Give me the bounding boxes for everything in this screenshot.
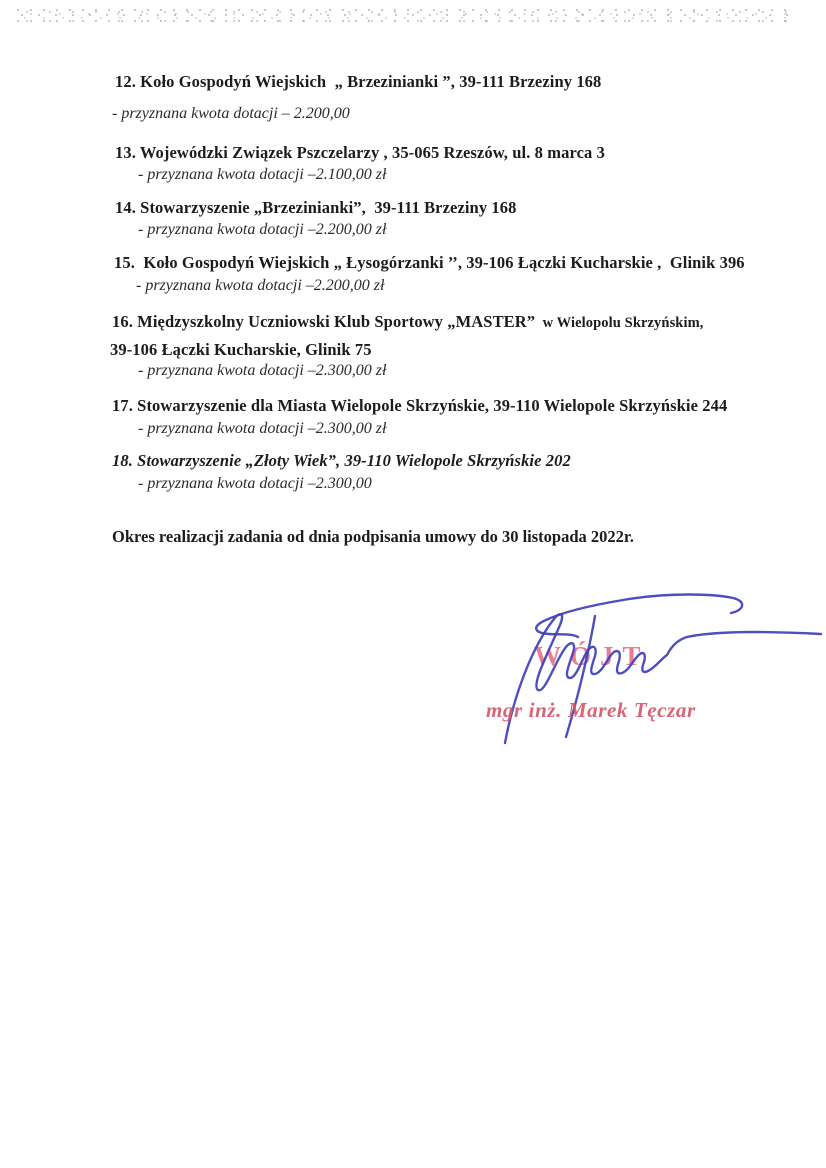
list-item-18-title	[112, 451, 571, 471]
item-number: 14.	[115, 198, 136, 217]
wojt-stamp-title: WÓJT	[534, 641, 650, 671]
list-item-15-title	[114, 253, 745, 273]
signer-name-stamp: mgr inż. Marek Tęczar	[486, 698, 696, 722]
period-note: Okres realizacji zadania od dnia podpisania umowy do 30 listopada 2022r.	[112, 527, 634, 546]
item-name-suffix: w Wielopolu Skrzyńskim,	[535, 315, 704, 331]
list-item-17-grant: - przyznana kwota dotacji –2.300,00 zł	[138, 420, 387, 437]
item-number: 12.	[115, 72, 136, 91]
handwritten-signature	[425, 585, 825, 755]
item-number: 16.	[112, 312, 133, 331]
item-number: 13.	[115, 143, 136, 162]
list-item-16-grant: - przyznana kwota dotacji –2.300,00 zł	[138, 362, 387, 379]
list-item-12-grant: - przyznana kwota dotacji – 2.200,00	[112, 105, 350, 122]
list-item-12-title	[115, 72, 601, 92]
scan-noise-band	[16, 8, 788, 22]
list-item-15-grant: - przyznana kwota dotacji –2.200,00 zł	[136, 277, 385, 294]
list-item-16-title	[112, 312, 704, 332]
item-name: Koło Gospodyń Wiejskich „ Brzezinianki ”, 39-111 Brzeziny 168	[135, 72, 602, 91]
item-number: 18.	[112, 451, 133, 470]
list-item-13-grant: - przyznana kwota dotacji –2.100,00 zł	[138, 166, 387, 183]
item-name: Stowarzyszenie dla Miasta Wielopole Skrzyńskie, 39-110 Wielopole Skrzyńskie 244	[132, 396, 728, 415]
list-item-17-title	[112, 396, 727, 416]
item-name: Koło Gospodyń Wiejskich „ Łysogórzanki ’’, 39-106 Łączki Kucharskie , Glinik 396	[134, 253, 745, 272]
item-name: Wojewódzki Związek Pszczelarzy , 35-065 Rzeszów, ul. 8 marca 3	[135, 143, 605, 162]
item-name: Stowarzyszenie „Złoty Wiek”, 39-110 Wielopole Skrzyńskie 202	[132, 451, 571, 470]
list-item-14-title	[115, 198, 516, 218]
list-item-16-address: 39-106 Łączki Kucharskie, Glinik 75	[110, 340, 372, 359]
item-number: 15.	[114, 253, 135, 272]
item-name: Stowarzyszenie „Brzezinianki”, 39-111 Brzeziny 168	[135, 198, 517, 217]
list-item-13-title	[115, 143, 605, 163]
list-item-18-grant: - przyznana kwota dotacji –2.300,00	[138, 475, 372, 492]
item-number: 17.	[112, 396, 133, 415]
list-item-14-grant: - przyznana kwota dotacji –2.200,00 zł	[138, 221, 387, 238]
item-name: Międzyszkolny Uczniowski Klub Sportowy „MASTER”	[132, 312, 536, 331]
